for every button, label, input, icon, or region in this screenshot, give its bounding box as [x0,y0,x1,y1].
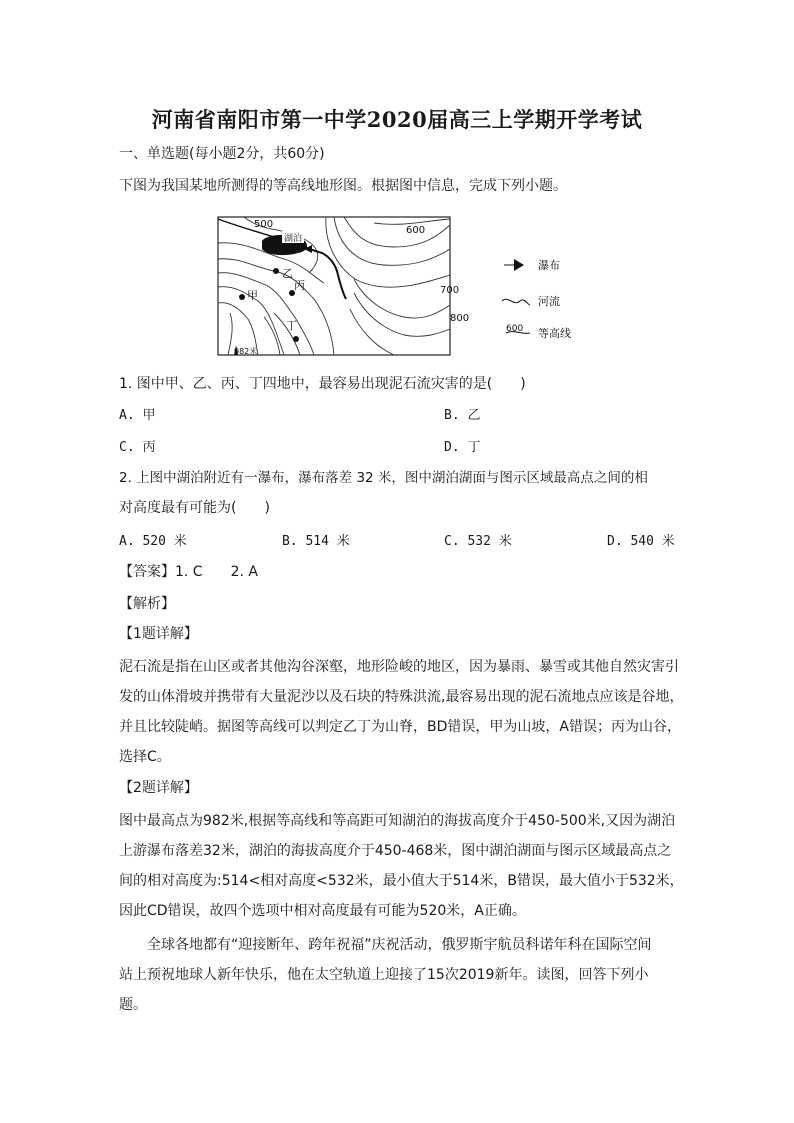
answer-line: 【答案】1. C 2. A [119,564,258,580]
q2-option-a: A. 520 米 [119,534,187,549]
legend-river-label: 河流 [538,295,560,308]
detail-1-label: 【1题详解】 [119,626,198,642]
document-title: 河南省南阳市第一中学2020届高三上学期开学考试 [151,107,643,132]
map-legend [502,258,571,340]
q1-option-d: D. 丁 [444,440,481,455]
legend-contour-value: 600 [506,324,524,334]
contour-map-figure [214,213,594,359]
question-2-stem-line1: 2. 上图中湖泊附近有一瀑布，瀑布落差 32 米，图中湖泊湖面与图示区域最高点之间的相 [119,470,648,486]
question-2-stem-line2: 对高度最有可能为( ) [119,500,270,516]
point-bing-label: 丙 [294,279,305,292]
detail-2-text: 图中最高点为982米,根据等高线和等高距可知湖泊的海拔高度介于450-500米,又因为湖泊上游瀑布落差32米，湖泊的海拔高度介于450-468米，图中湖泊湖面与图示区域最高点之间的相对高度为:514<相对高度<532米，最小值大于514米，B错误，最大值小于532米，因此CD错误，故四个选项中相对高度最有可能为520米，A正确。 [119,813,684,919]
legend-contour-label: 等高线 [538,327,571,340]
lake-label: 湖泊 [284,234,303,244]
detail-2-label: 【2题详解】 [119,780,198,796]
contour-label-800: 800 [450,313,470,324]
q2-option-b: B. 514 米 [282,534,350,549]
point-yi-label: 乙 [282,267,293,280]
q2-option-c: C. 532 米 [444,534,512,549]
question-1-stem: 1. 图中甲、乙、丙、丁四地中，最容易出现泥石流灾害的是( ) [119,376,526,392]
peak-label: 982米 [234,347,258,356]
analysis-label: 【解析】 [119,596,175,612]
q1-option-c: C. 丙 [119,440,156,455]
q1-option-b: B. 乙 [444,408,481,423]
legend-waterfall-label: 瀑布 [538,259,560,272]
next-passage-text: 全球各地都有“迎接断年、跨年祝福”庆祝活动，俄罗斯宇航员科诺年科在国际空间站上预祝地球人新年快乐，他在太空轨道上迎接了15次2019新年。读图，回答下列小题。 [119,937,652,1013]
q2-option-d: D. 540 米 [607,534,675,549]
contour-label-600: 600 [406,225,426,236]
point-jia-dot [239,294,245,300]
section-header: 一、单选题(每小题2分，共60分) [119,146,325,162]
point-ding-label: 丁 [286,319,297,332]
q1-option-a: A. 甲 [119,408,156,423]
contour-label-500: 500 [254,219,274,230]
map-frame [218,217,450,355]
point-jia-label: 甲 [247,289,258,302]
intro-text: 下图为我国某地所测得的等高线地形图。根据图中信息，完成下列小题。 [119,178,567,194]
river-icon [502,299,530,305]
point-ding-dot [293,336,299,342]
detail-1-text: 泥石流是指在山区或者其他沟谷深壑，地形险峻的地区，因为暴雨、暴雪或其他自然灾害引发的山体滑坡并携带有大量泥沙以及石块的特殊洪流,最容易出现的泥石流地点应该是谷地，并且比较陡峭。据图等高线可以判定乙丁为山脊，BD错误，甲为山坡，A错误；丙为山谷，选择C。 [119,659,684,765]
contour-label-700: 700 [440,285,460,296]
point-yi-dot [273,268,279,274]
